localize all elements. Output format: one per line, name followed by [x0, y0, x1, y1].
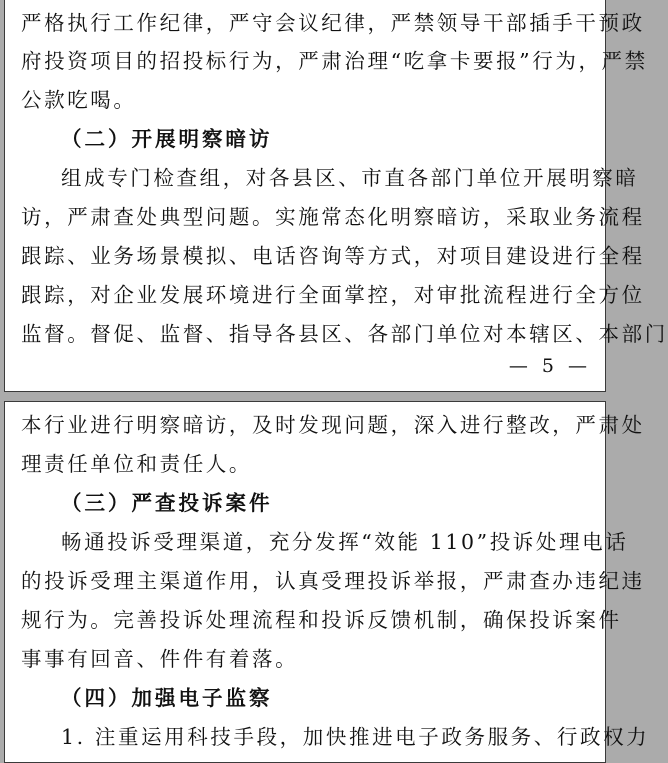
- section-heading: （三）严查投诉案件: [61, 491, 273, 515]
- document-page-6: [4, 401, 650, 763]
- page-number: — 5 —: [508, 355, 591, 377]
- paragraph-line: 规行为。完善投诉处理流程和投诉反馈机制，确保投诉案件: [21, 608, 622, 632]
- document-page-5: [4, 0, 668, 392]
- paragraph-line: 理责任单位和责任人。: [21, 452, 252, 476]
- section-heading: （二）开展明察暗访: [61, 127, 273, 151]
- paragraph-line: 严格执行工作纪律，严守会议纪律，严禁领导干部插手干预政: [21, 11, 645, 35]
- paragraph-line: 访，严肃查处典型问题。实施常态化明察暗访，采取业务流程: [21, 205, 645, 229]
- paragraph-line: 事事有回音、件件有着落。: [21, 647, 299, 671]
- section-heading: （四）加强电子监察: [61, 686, 273, 710]
- paragraph-line: 本行业进行明察暗访，及时发现问题，深入进行整改，严肃处: [21, 413, 645, 437]
- paragraph-line: 的投诉受理主渠道作用，认真受理投诉举报，严肃查办违纪违: [21, 569, 645, 593]
- paragraph-line: 组成专门检查组，对各县区、市直各部门单位开展明察暗: [61, 166, 639, 190]
- paragraph-line: 府投资项目的招投标行为，严肃治理“吃拿卡要报”行为，严禁: [21, 49, 648, 73]
- paragraph-line: 公款吃喝。: [21, 88, 137, 112]
- paragraph-line: 1. 注重运用科技手段，加快推进电子政务服务、行政权力: [61, 725, 650, 749]
- paragraph-line: 监督。督促、监督、指导各县区、各部门单位对本辖区、本部门: [21, 322, 668, 346]
- paragraph-line: 跟踪、业务场景模拟、电话咨询等方式，对项目建设进行全程: [21, 244, 645, 268]
- paragraph-line: 畅通投诉受理渠道，充分发挥“效能 110”投诉处理电话: [61, 530, 629, 554]
- paragraph-line: 跟踪，对企业发展环境进行全面掌控，对审批流程进行全方位: [21, 283, 645, 307]
